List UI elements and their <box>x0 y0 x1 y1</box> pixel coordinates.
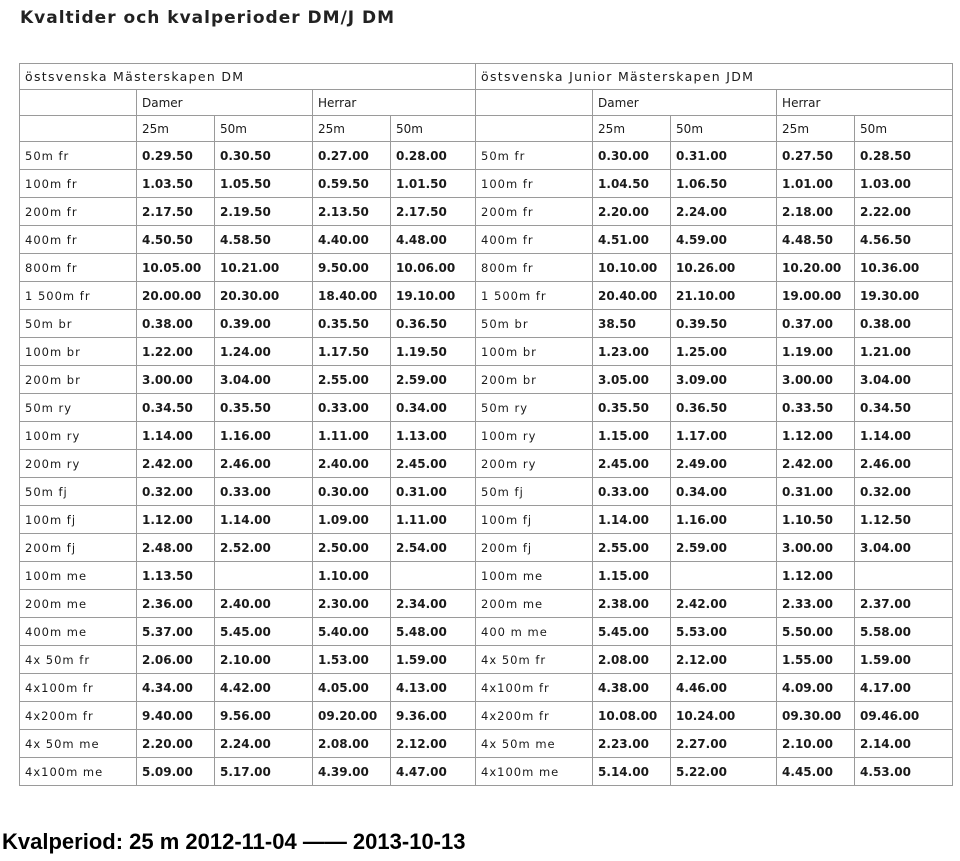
time-value: 2.34.00 <box>391 590 476 618</box>
time-value: 21.10.00 <box>671 282 777 310</box>
time-value: 2.45.00 <box>593 450 671 478</box>
time-value: 19.00.00 <box>777 282 855 310</box>
time-value: 2.19.50 <box>215 198 313 226</box>
time-value: 0.29.50 <box>137 142 215 170</box>
time-value: 1.53.00 <box>313 646 391 674</box>
time-value: 4.53.00 <box>855 758 953 786</box>
time-value: 1.55.00 <box>777 646 855 674</box>
time-value: 4.09.00 <box>777 674 855 702</box>
time-value: 0.28.50 <box>855 142 953 170</box>
event-name: 100m ry <box>20 422 137 450</box>
event-name: 100m ry <box>476 422 593 450</box>
time-value: 18.40.00 <box>313 282 391 310</box>
table-row <box>20 282 953 310</box>
time-value: 4.48.50 <box>777 226 855 254</box>
event-name: 4x200m fr <box>20 702 137 730</box>
event-name: 400m fr <box>476 226 593 254</box>
time-value: 1.06.50 <box>671 170 777 198</box>
table-row <box>20 758 953 786</box>
time-value: 1.59.00 <box>391 646 476 674</box>
time-value: 1.19.50 <box>391 338 476 366</box>
time-value: 9.56.00 <box>215 702 313 730</box>
time-value: 09.30.00 <box>777 702 855 730</box>
qualification-period-footer: Kvalperiod: 25 m 2012-11-04 —— 2013-10-13 <box>2 829 466 854</box>
time-value: 5.37.00 <box>137 618 215 646</box>
event-name: 4x100m fr <box>20 674 137 702</box>
time-value: 2.20.00 <box>137 730 215 758</box>
time-value: 2.46.00 <box>855 450 953 478</box>
time-value: 10.20.00 <box>777 254 855 282</box>
time-value: 10.26.00 <box>671 254 777 282</box>
event-name: 100m fr <box>20 170 137 198</box>
time-value: 5.53.00 <box>671 618 777 646</box>
time-value: 20.30.00 <box>215 282 313 310</box>
time-value: 2.42.00 <box>777 450 855 478</box>
table-row <box>20 422 953 450</box>
time-value: 1.14.00 <box>855 422 953 450</box>
time-value: 0.32.00 <box>137 478 215 506</box>
time-value: 0.27.00 <box>313 142 391 170</box>
time-value: 2.24.00 <box>215 730 313 758</box>
time-value: 1.14.00 <box>593 506 671 534</box>
time-value: 2.22.00 <box>855 198 953 226</box>
event-name: 50m ry <box>476 394 593 422</box>
time-value <box>215 562 313 590</box>
time-value: 1.03.50 <box>137 170 215 198</box>
event-name: 50m br <box>476 310 593 338</box>
event-name: 800m fr <box>20 254 137 282</box>
time-value: 0.30.00 <box>593 142 671 170</box>
time-value: 1.21.00 <box>855 338 953 366</box>
time-value: 1.14.00 <box>137 422 215 450</box>
time-value: 1.01.50 <box>391 170 476 198</box>
time-value: 1.17.00 <box>671 422 777 450</box>
table-row <box>20 226 953 254</box>
time-value: 5.14.00 <box>593 758 671 786</box>
time-value: 10.08.00 <box>593 702 671 730</box>
time-value: 1.11.00 <box>391 506 476 534</box>
time-value: 4.05.00 <box>313 674 391 702</box>
time-value: 5.22.00 <box>671 758 777 786</box>
table-row <box>20 590 953 618</box>
time-value: 2.27.00 <box>671 730 777 758</box>
time-value: 1.03.00 <box>855 170 953 198</box>
table-row <box>20 562 953 590</box>
time-value: 0.33.00 <box>593 478 671 506</box>
event-name: 400m me <box>20 618 137 646</box>
jdm-women-label: Damer <box>593 90 777 116</box>
time-value: 2.24.00 <box>671 198 777 226</box>
time-value: 4.17.00 <box>855 674 953 702</box>
event-name: 200m ry <box>476 450 593 478</box>
time-value: 1.12.00 <box>777 562 855 590</box>
time-value: 2.59.00 <box>671 534 777 562</box>
table-row <box>20 198 953 226</box>
event-name: 200m fr <box>20 198 137 226</box>
time-value: 2.52.00 <box>215 534 313 562</box>
time-value: 4.34.00 <box>137 674 215 702</box>
time-value: 10.36.00 <box>855 254 953 282</box>
event-name: 1 500m fr <box>20 282 137 310</box>
time-value: 0.31.00 <box>671 142 777 170</box>
table-row <box>20 142 953 170</box>
time-value: 4.42.00 <box>215 674 313 702</box>
time-value: 10.06.00 <box>391 254 476 282</box>
empty-cell <box>476 116 593 142</box>
time-value: 0.59.50 <box>313 170 391 198</box>
table-row <box>20 534 953 562</box>
event-name: 50m fr <box>20 142 137 170</box>
event-name: 100m me <box>476 562 593 590</box>
time-value: 0.35.50 <box>215 394 313 422</box>
time-value: 2.17.50 <box>137 198 215 226</box>
time-value <box>855 562 953 590</box>
time-value: 3.04.00 <box>855 366 953 394</box>
time-value: 4.46.00 <box>671 674 777 702</box>
time-value: 20.00.00 <box>137 282 215 310</box>
time-value: 1.22.00 <box>137 338 215 366</box>
event-name: 50m ry <box>20 394 137 422</box>
table-row <box>20 646 953 674</box>
event-name: 4x 50m fr <box>476 646 593 674</box>
time-value: 5.50.00 <box>777 618 855 646</box>
time-value: 1.19.00 <box>777 338 855 366</box>
time-value: 4.56.50 <box>855 226 953 254</box>
time-value: 0.31.00 <box>391 478 476 506</box>
event-name: 1 500m fr <box>476 282 593 310</box>
time-value: 4.13.00 <box>391 674 476 702</box>
time-value: 2.08.00 <box>313 730 391 758</box>
time-value: 2.14.00 <box>855 730 953 758</box>
time-value: 4.45.00 <box>777 758 855 786</box>
qualifying-times-table <box>19 63 953 786</box>
event-name: 400 m me <box>476 618 593 646</box>
time-value: 2.38.00 <box>593 590 671 618</box>
table-row <box>20 730 953 758</box>
dm-women-label: Damer <box>137 90 313 116</box>
time-value: 2.12.00 <box>671 646 777 674</box>
event-name: 4x100m fr <box>476 674 593 702</box>
time-value: 20.40.00 <box>593 282 671 310</box>
time-value: 1.14.00 <box>215 506 313 534</box>
time-value: 1.01.00 <box>777 170 855 198</box>
table-row <box>20 674 953 702</box>
time-value: 0.34.00 <box>391 394 476 422</box>
time-value: 0.35.50 <box>313 310 391 338</box>
time-value: 0.32.00 <box>855 478 953 506</box>
time-value: 2.42.00 <box>671 590 777 618</box>
time-value: 1.23.00 <box>593 338 671 366</box>
time-value: 5.45.00 <box>215 618 313 646</box>
time-value: 2.37.00 <box>855 590 953 618</box>
time-value: 1.04.50 <box>593 170 671 198</box>
time-value: 5.17.00 <box>215 758 313 786</box>
time-value: 19.30.00 <box>855 282 953 310</box>
time-value: 9.50.00 <box>313 254 391 282</box>
event-name: 50m fj <box>476 478 593 506</box>
time-value: 0.34.50 <box>137 394 215 422</box>
table-row <box>20 618 953 646</box>
empty-cell <box>20 90 137 116</box>
table-row <box>20 478 953 506</box>
pool-25m-label: 25m <box>313 116 391 142</box>
event-name: 200m fj <box>20 534 137 562</box>
event-name: 200m me <box>20 590 137 618</box>
time-value: 2.36.00 <box>137 590 215 618</box>
time-value: 09.20.00 <box>313 702 391 730</box>
time-value: 3.09.00 <box>671 366 777 394</box>
time-value: 1.09.00 <box>313 506 391 534</box>
table-row <box>20 450 953 478</box>
event-name: 4x 50m me <box>476 730 593 758</box>
empty-cell <box>476 90 593 116</box>
pool-header-row <box>20 116 953 142</box>
section-dm-label: östsvenska Mästerskapen DM <box>20 64 476 90</box>
event-name: 4x200m fr <box>476 702 593 730</box>
time-value: 4.38.00 <box>593 674 671 702</box>
time-value: 3.04.00 <box>215 366 313 394</box>
time-value: 2.06.00 <box>137 646 215 674</box>
time-value: 1.05.50 <box>215 170 313 198</box>
time-value: 4.51.00 <box>593 226 671 254</box>
time-value: 0.33.50 <box>777 394 855 422</box>
pool-50m-label: 50m <box>391 116 476 142</box>
document-title: Kvaltider och kvalperioder DM/J DM <box>20 8 396 28</box>
time-value: 2.18.00 <box>777 198 855 226</box>
event-name: 50m br <box>20 310 137 338</box>
time-value: 5.58.00 <box>855 618 953 646</box>
time-value: 2.33.00 <box>777 590 855 618</box>
time-value: 1.16.00 <box>215 422 313 450</box>
time-value: 2.12.00 <box>391 730 476 758</box>
time-value: 0.34.00 <box>671 478 777 506</box>
time-value: 0.35.50 <box>593 394 671 422</box>
event-name: 200m fj <box>476 534 593 562</box>
time-value: 1.15.00 <box>593 562 671 590</box>
time-value: 10.10.00 <box>593 254 671 282</box>
time-value: 4.58.50 <box>215 226 313 254</box>
time-value: 3.00.00 <box>777 366 855 394</box>
event-name: 4x 50m fr <box>20 646 137 674</box>
time-value: 2.54.00 <box>391 534 476 562</box>
time-value: 0.37.00 <box>777 310 855 338</box>
time-value: 0.36.50 <box>671 394 777 422</box>
time-value: 9.36.00 <box>391 702 476 730</box>
time-value: 0.31.00 <box>777 478 855 506</box>
event-name: 4x 50m me <box>20 730 137 758</box>
event-name: 4x100m me <box>20 758 137 786</box>
event-name: 100m br <box>20 338 137 366</box>
event-name: 50m fj <box>20 478 137 506</box>
time-value: 2.46.00 <box>215 450 313 478</box>
dm-men-label: Herrar <box>313 90 476 116</box>
event-name: 100m br <box>476 338 593 366</box>
time-value: 1.11.00 <box>313 422 391 450</box>
time-value: 0.36.50 <box>391 310 476 338</box>
time-value: 2.17.50 <box>391 198 476 226</box>
time-value: 0.39.00 <box>215 310 313 338</box>
event-name: 4x100m me <box>476 758 593 786</box>
event-name: 100m me <box>20 562 137 590</box>
time-value: 1.24.00 <box>215 338 313 366</box>
time-value <box>391 562 476 590</box>
section-jdm-label: östsvenska Junior Mästerskapen JDM <box>476 64 953 90</box>
event-name: 100m fr <box>476 170 593 198</box>
event-name: 200m br <box>20 366 137 394</box>
gender-header-row <box>20 90 953 116</box>
time-value: 0.34.50 <box>855 394 953 422</box>
time-value: 2.55.00 <box>593 534 671 562</box>
time-value: 0.30.00 <box>313 478 391 506</box>
time-value: 2.30.00 <box>313 590 391 618</box>
table-row <box>20 394 953 422</box>
time-value: 10.24.00 <box>671 702 777 730</box>
time-value: 4.39.00 <box>313 758 391 786</box>
time-value: 2.50.00 <box>313 534 391 562</box>
time-value: 4.40.00 <box>313 226 391 254</box>
time-value: 3.05.00 <box>593 366 671 394</box>
time-value: 2.40.00 <box>215 590 313 618</box>
time-value: 2.13.50 <box>313 198 391 226</box>
time-value: 4.50.50 <box>137 226 215 254</box>
time-value: 4.59.00 <box>671 226 777 254</box>
pool-50m-label: 50m <box>671 116 777 142</box>
empty-cell <box>20 116 137 142</box>
pool-50m-label: 50m <box>215 116 313 142</box>
pool-25m-label: 25m <box>593 116 671 142</box>
time-value: 1.59.00 <box>855 646 953 674</box>
time-value: 1.10.50 <box>777 506 855 534</box>
time-value: 1.12.00 <box>777 422 855 450</box>
time-value: 2.23.00 <box>593 730 671 758</box>
time-value: 1.13.00 <box>391 422 476 450</box>
time-value: 3.04.00 <box>855 534 953 562</box>
time-value: 2.10.00 <box>215 646 313 674</box>
event-name: 200m me <box>476 590 593 618</box>
time-value: 0.39.50 <box>671 310 777 338</box>
time-value: 1.12.50 <box>855 506 953 534</box>
time-value: 2.42.00 <box>137 450 215 478</box>
time-value: 2.45.00 <box>391 450 476 478</box>
time-value <box>671 562 777 590</box>
table-row <box>20 254 953 282</box>
time-value: 2.08.00 <box>593 646 671 674</box>
table-row <box>20 366 953 394</box>
event-name: 100m fj <box>20 506 137 534</box>
time-value: 2.48.00 <box>137 534 215 562</box>
time-value: 5.40.00 <box>313 618 391 646</box>
time-value: 3.00.00 <box>137 366 215 394</box>
time-value: 2.20.00 <box>593 198 671 226</box>
time-value: 5.09.00 <box>137 758 215 786</box>
time-value: 2.59.00 <box>391 366 476 394</box>
table-row <box>20 702 953 730</box>
pool-25m-label: 25m <box>137 116 215 142</box>
time-value: 2.49.00 <box>671 450 777 478</box>
section-header-row <box>20 64 953 90</box>
pool-50m-label: 50m <box>855 116 953 142</box>
time-value: 0.30.50 <box>215 142 313 170</box>
time-value: 0.28.00 <box>391 142 476 170</box>
time-value: 9.40.00 <box>137 702 215 730</box>
time-value: 38.50 <box>593 310 671 338</box>
time-value: 5.45.00 <box>593 618 671 646</box>
time-value: 10.21.00 <box>215 254 313 282</box>
time-value: 1.16.00 <box>671 506 777 534</box>
event-name: 200m ry <box>20 450 137 478</box>
pool-25m-label: 25m <box>777 116 855 142</box>
event-name: 400m fr <box>20 226 137 254</box>
time-value: 09.46.00 <box>855 702 953 730</box>
time-value: 0.33.00 <box>313 394 391 422</box>
time-value: 1.25.00 <box>671 338 777 366</box>
time-value: 0.33.00 <box>215 478 313 506</box>
time-value: 5.48.00 <box>391 618 476 646</box>
time-value: 1.10.00 <box>313 562 391 590</box>
table-row <box>20 506 953 534</box>
event-name: 50m fr <box>476 142 593 170</box>
event-name: 200m fr <box>476 198 593 226</box>
event-name: 100m fj <box>476 506 593 534</box>
time-value: 0.38.00 <box>855 310 953 338</box>
time-value: 1.17.50 <box>313 338 391 366</box>
time-value: 2.10.00 <box>777 730 855 758</box>
table-row <box>20 310 953 338</box>
time-value: 1.15.00 <box>593 422 671 450</box>
time-value: 4.48.00 <box>391 226 476 254</box>
jdm-men-label: Herrar <box>777 90 953 116</box>
table-row <box>20 338 953 366</box>
time-value: 3.00.00 <box>777 534 855 562</box>
event-name: 200m br <box>476 366 593 394</box>
time-value: 10.05.00 <box>137 254 215 282</box>
time-value: 19.10.00 <box>391 282 476 310</box>
time-value: 4.47.00 <box>391 758 476 786</box>
time-value: 2.55.00 <box>313 366 391 394</box>
time-value: 1.13.50 <box>137 562 215 590</box>
event-name: 800m fr <box>476 254 593 282</box>
time-value: 2.40.00 <box>313 450 391 478</box>
table-row <box>20 170 953 198</box>
time-value: 0.27.50 <box>777 142 855 170</box>
time-value: 1.12.00 <box>137 506 215 534</box>
time-value: 0.38.00 <box>137 310 215 338</box>
